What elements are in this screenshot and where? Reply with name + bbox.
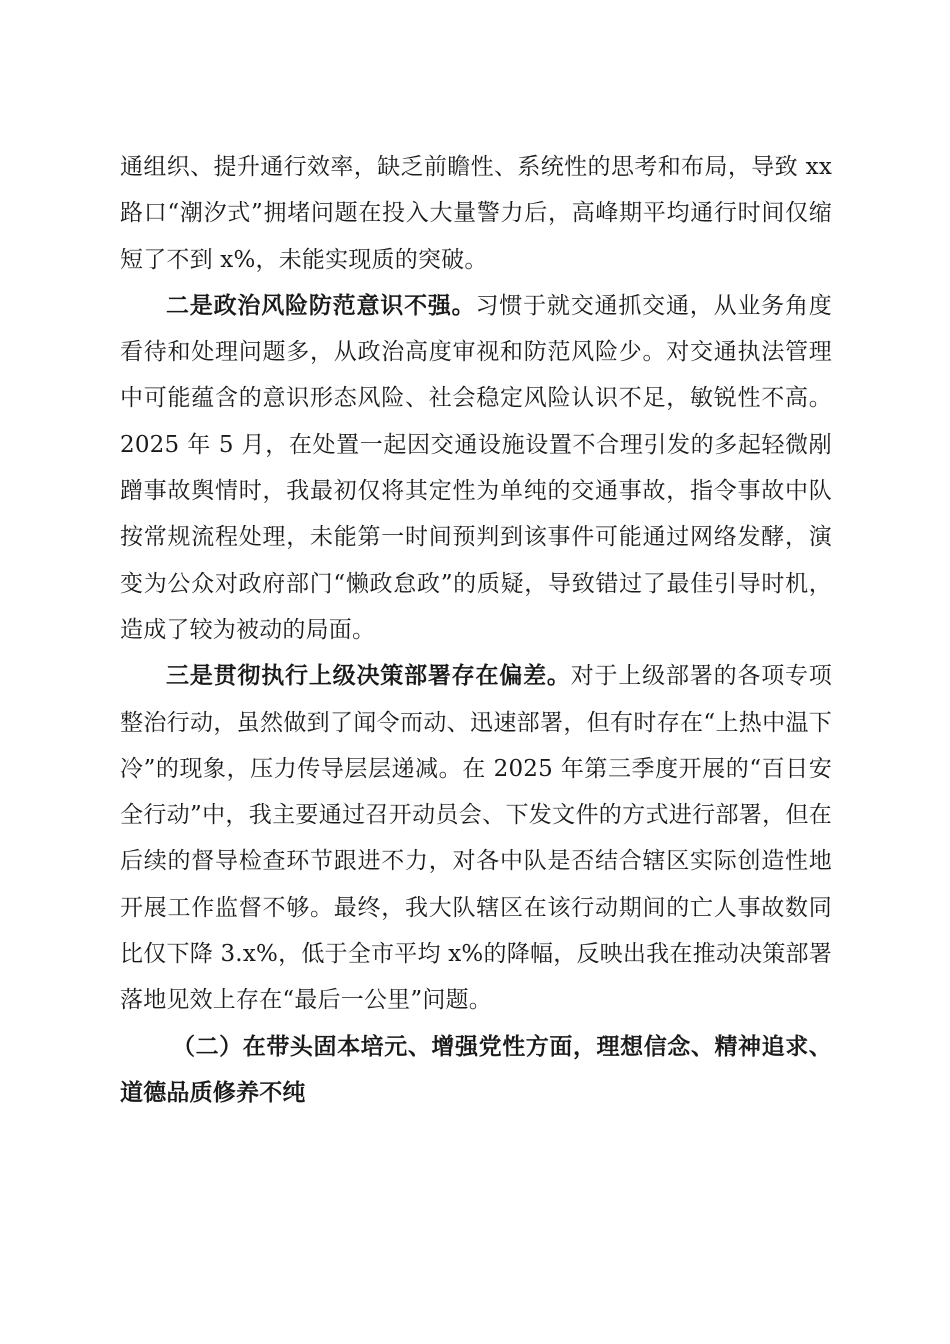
document-body <box>120 144 832 1116</box>
paragraph-text: 对于上级部署的各项专项整治行动，虽然做到了闻令而动、迅速部署，但有时存在“上热中温下冷”的现象，压力传导层层递减。在 2025 年第三季度开展的“百日安全行动”中，我主要通过召开动员会、下发文件的方式进行部署，但在后续的督导检查环节跟进不力，对各中队是否结合辖区实际创造性地开展工作监督不够。最终，我大队辖区在该行动期间的亡人事故数同比仅下降 3.x%，低于全市平均 x%的降幅，反映出我在推动决策部署落地见效上存在“最后一公里”问题。 <box>120 663 833 1014</box>
paragraph-political-risk <box>120 283 832 653</box>
paragraph-implementation <box>120 653 832 1023</box>
paragraph-text: 通组织、提升通行效率，缺乏前瞻性、系统性的思考和布局，导致 xx 路口“潮汐式”拥堵问题在投入大量警力后，高峰期平均通行时间仅缩短了不到 x%，未能实现质的突破。 <box>120 154 832 273</box>
paragraph-text: 习惯于就交通抓交通，从业务角度看待和处理问题多，从政治高度审视和防范风险少。对交通执法管理中可能蕴含的意识形态风险、社会稳定风险认识不足，敏锐性不高。2025 年 5 月，在处置一起因交通设施设置不合理引发的多起轻微剐蹭事故舆情时，我最初仅将其定性为单纯的交通事故，指令事故中队按常规流程处理，未能第一时间预判到该事件可能通过网络发酵，演变为公众对政府部门“懒政怠政”的质疑，导致错过了最佳引导时机，造成了较为被动的局面。 <box>120 292 832 643</box>
section-heading: （二）在带头固本培元、增强党性方面，理想信念、精神追求、道德品质修养不纯 <box>120 1032 832 1106</box>
paragraph-lead: 三是贯彻执行上级决策部署存在偏差。 <box>166 662 571 690</box>
paragraph-lead: 二是政治风险防范意识不强。 <box>166 291 476 319</box>
paragraph-continuation <box>120 144 832 283</box>
